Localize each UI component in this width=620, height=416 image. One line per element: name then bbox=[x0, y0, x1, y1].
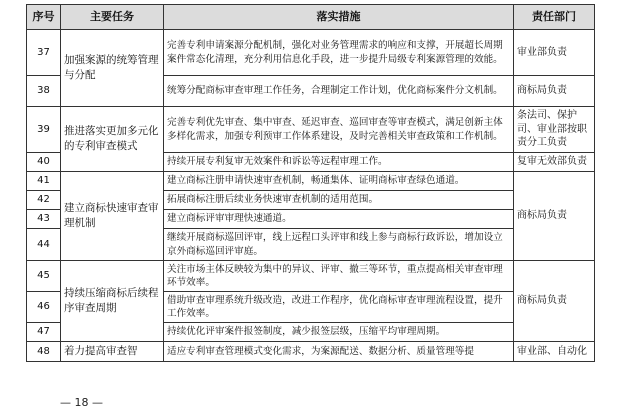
measure-cell: 持续开展专利复审无效案件和诉讼等远程审理工作。 bbox=[164, 153, 514, 172]
row-number: 41 bbox=[27, 172, 61, 191]
dept-cell: 商标局负责 bbox=[514, 261, 595, 342]
header-task: 主要任务 bbox=[61, 5, 164, 30]
row-number: 42 bbox=[27, 191, 61, 210]
header-dept: 责任部门 bbox=[514, 5, 595, 30]
row-number: 37 bbox=[27, 30, 61, 76]
header-measure: 落实措施 bbox=[164, 5, 514, 30]
row-number: 45 bbox=[27, 261, 61, 292]
measure-cell: 继续开展商标巡回评审，线上远程口头评审和线上参与商标行政诉讼，增加设立京外商标巡回评审庭。 bbox=[164, 229, 514, 261]
task-cell: 持续压缩商标后续程序审查周期 bbox=[61, 261, 164, 342]
row-number: 39 bbox=[27, 107, 61, 153]
row-number: 38 bbox=[27, 76, 61, 107]
table-row bbox=[27, 342, 595, 362]
table-row bbox=[27, 172, 595, 191]
measure-cell: 适应专利审查管理模式变化需求，为案源配送、数据分析、质量管理等提 bbox=[164, 342, 514, 362]
dept-cell: 审业部、自动化 bbox=[514, 342, 595, 362]
dept-cell: 商标局负责 bbox=[514, 76, 595, 107]
dept-cell: 审业部负责 bbox=[514, 30, 595, 76]
measure-cell: 关注市场主体反映较为集中的异议、评审、撤三等环节，重点提高相关审查审理环节效率。 bbox=[164, 261, 514, 292]
row-number: 46 bbox=[27, 292, 61, 323]
row-number: 40 bbox=[27, 153, 61, 172]
measure-cell: 建立商标评审审理快速通道。 bbox=[164, 210, 514, 229]
measure-cell: 完善专利申请案源分配机制，强化对业务管理需求的响应和支撑，开展超长周期案件常态化清理，充分利用信息化手段，进一步提升局级专利案源管理的效能。 bbox=[164, 30, 514, 76]
page-number: — 18 — bbox=[60, 396, 103, 409]
task-cell: 着力提高审查智 bbox=[61, 342, 164, 362]
table-row bbox=[27, 107, 595, 153]
row-number: 47 bbox=[27, 323, 61, 342]
row-number: 43 bbox=[27, 210, 61, 229]
task-cell: 建立商标快速审查审理机制 bbox=[61, 172, 164, 261]
task-cell: 推进落实更加多元化的专利审查模式 bbox=[61, 107, 164, 172]
measure-cell: 拓展商标注册后续业务快速审查机制的适用范围。 bbox=[164, 191, 514, 210]
policy-table bbox=[26, 4, 595, 362]
dept-cell: 复审无效部负责 bbox=[514, 153, 595, 172]
header-no: 序号 bbox=[27, 5, 61, 30]
row-number: 44 bbox=[27, 229, 61, 261]
task-cell: 加强案源的统筹管理与分配 bbox=[61, 30, 164, 107]
measure-cell: 建立商标注册申请快速审查机制，畅通集体、证明商标审查绿色通道。 bbox=[164, 172, 514, 191]
measure-cell: 统筹分配商标审查审理工作任务，合理制定工作计划，优化商标案件分文机制。 bbox=[164, 76, 514, 107]
table-row bbox=[27, 30, 595, 76]
dept-cell: 商标局负责 bbox=[514, 172, 595, 261]
measure-cell: 持续优化评审案件报签制度，减少报签层级，压缩平均审理周期。 bbox=[164, 323, 514, 342]
table-row bbox=[27, 261, 595, 292]
dept-cell: 条法司、保护司、审业部按职责分工负责 bbox=[514, 107, 595, 153]
measure-cell: 借助审查审理系统升级改造，改进工作程序，优化商标审查审理流程设置，提升工作效率。 bbox=[164, 292, 514, 323]
table-header-row bbox=[27, 5, 595, 30]
row-number: 48 bbox=[27, 342, 61, 362]
measure-cell: 完善专利优先审查、集中审查、延迟审查、巡回审查等审查模式，满足创新主体多样化需求，加强专利预审工作体系建设，及时完善相关审查政策和工作机制。 bbox=[164, 107, 514, 153]
